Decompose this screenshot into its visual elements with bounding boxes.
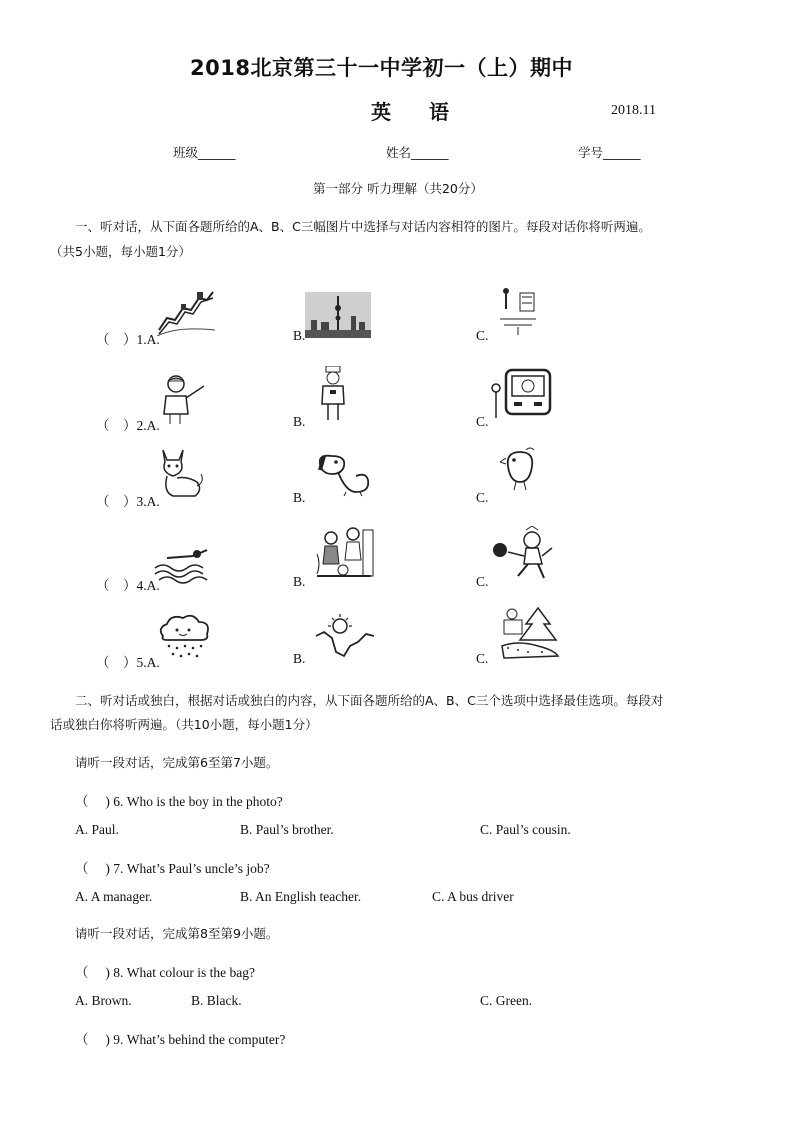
question-9-stem: （ ) 9. What’s behind the computer? <box>75 1032 286 1047</box>
snow-scene-picture <box>498 604 560 662</box>
question-1-option-c: C. <box>476 328 489 343</box>
section1-instruction-2: （共5小题，每小题1分） <box>50 244 191 259</box>
question-5-option-c: C. <box>476 651 489 666</box>
question-1-prefix: （ ）1.A. <box>96 332 160 347</box>
question-8-stem: （ ) 8. What colour is the bag? <box>75 965 255 980</box>
question-2-option-c: C. <box>476 414 489 429</box>
class-field: 班级______ <box>173 145 236 160</box>
bird-picture <box>500 446 540 494</box>
question-7-stem: （ ) 7. What’s Paul’s uncle’s job? <box>75 861 270 876</box>
question-4-option-b: B. <box>293 574 306 589</box>
question-7-option-b: B. An English teacher. <box>240 889 362 904</box>
section1-instruction: 一、听对话，从下面各题所给的A、B、C三幅图片中选择与对话内容相符的图片。每段对话你将听两遍。 <box>75 219 651 234</box>
question-6-stem: （ ) 6. Who is the boy in the photo? <box>75 794 283 809</box>
part1-heading: 第一部分 听力理解（共20分） <box>313 181 483 196</box>
sunny-mountain-picture <box>314 612 376 662</box>
nurse-picture <box>318 366 348 422</box>
great-wall-picture <box>157 290 215 336</box>
section2-instruction: 二、听对话或独白，根据对话或独白的内容，从下面各题所给的A、B、C三个选项中选择最佳选项。每段对 <box>75 693 664 708</box>
student-id-field: 学号______ <box>578 145 641 160</box>
subject-title: 英语 <box>371 100 487 124</box>
question-4-prefix: （ ）4.A. <box>96 578 160 593</box>
question-5-prefix: （ ）5.A. <box>96 655 160 670</box>
bus-driver-picture <box>490 368 552 420</box>
figures-picture <box>498 285 538 337</box>
rain-cloud-picture <box>157 614 213 660</box>
question-8-option-a: A. Brown. <box>75 993 132 1008</box>
question-1-option-b: B. <box>293 328 306 343</box>
question-8-option-b: B. Black. <box>191 993 242 1008</box>
instruction-q8-q9: 请听一段对话，完成第8至第9小题。 <box>75 926 279 941</box>
question-7-option-c: C. A bus driver <box>432 889 514 904</box>
question-3-option-c: C. <box>476 490 489 505</box>
football-picture <box>490 526 556 582</box>
question-2-option-b: B. <box>293 414 306 429</box>
question-8-option-c: C. Green. <box>480 993 533 1008</box>
dog-picture <box>316 452 376 498</box>
question-6-option-a: A. Paul. <box>75 822 119 837</box>
question-2-prefix: （ ）2.A. <box>96 418 160 433</box>
swimming-picture <box>153 544 209 584</box>
city-skyline-picture <box>305 292 371 338</box>
boys-playing-picture <box>313 524 375 580</box>
question-3-prefix: （ ）3.A. <box>96 494 160 509</box>
instruction-q6-q7: 请听一段对话，完成第6至第7小题。 <box>75 755 279 770</box>
question-5-option-b: B. <box>293 651 306 666</box>
cat-picture <box>157 446 205 500</box>
question-3-option-b: B. <box>293 490 306 505</box>
section2-instruction-2: 话或独白你将听两遍。（共10小题，每小题1分） <box>50 717 318 732</box>
question-6-option-b: B. Paul’s brother. <box>240 822 334 837</box>
teacher-picture <box>160 374 206 426</box>
name-field: 姓名______ <box>386 145 449 160</box>
exam-date: 2018.11 <box>611 103 656 118</box>
question-6-option-c: C. Paul’s cousin. <box>480 822 571 837</box>
page-title: 2018北京第三十一中学初一（上）期中 <box>190 56 573 80</box>
question-4-option-c: C. <box>476 574 489 589</box>
question-7-option-a: A. A manager. <box>75 889 153 904</box>
